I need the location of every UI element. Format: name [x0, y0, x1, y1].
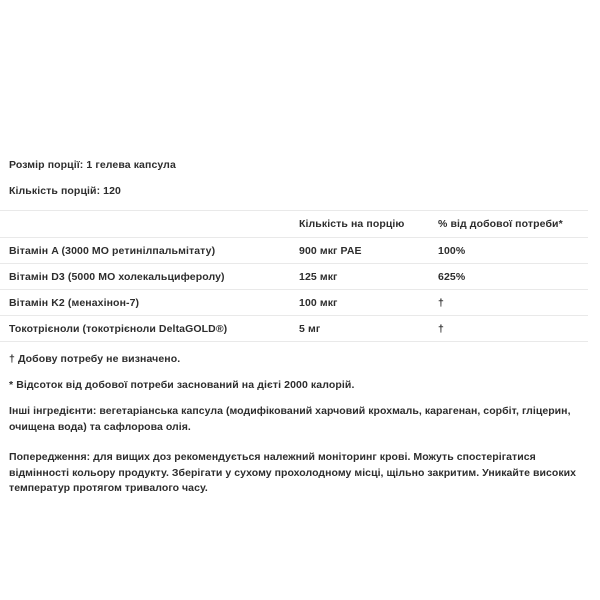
table-row	[0, 264, 588, 290]
footnote-asterisk: * Відсоток від добової потреби заснований на дієті 2000 калорій.	[9, 379, 355, 391]
table-header-row	[0, 211, 588, 238]
footnotes	[0, 352, 600, 392]
table-header	[0, 211, 588, 238]
servings-count-label: Кількість порцій:	[9, 185, 101, 197]
serving-size-line	[0, 158, 600, 172]
warning-paragraph: Попередження: для вищих доз рекомендується належний моніторинг крові. Можуть спостерігатися відмінності кольору продукту. Зберігати у сухому прохолодному місці, щільно закритим. Уникайте високих температур протягом тривалого часу.	[9, 451, 577, 494]
supplement-facts-table	[0, 210, 588, 342]
paragraph-block	[0, 404, 600, 497]
column-header-nutrient	[0, 211, 299, 238]
nutrient-daily-value: 625%	[438, 264, 588, 290]
column-header-amount-per-serving: Кількість на порцію	[299, 211, 438, 238]
nutrient-amount: 900 мкг PAE	[299, 238, 438, 264]
nutrient-amount: 5 мг	[299, 316, 438, 342]
nutrient-daily-value: †	[438, 290, 588, 316]
nutrient-name: Вітамін D3 (5000 МО холекальциферолу)	[0, 264, 299, 290]
nutrient-amount: 125 мкг	[299, 264, 438, 290]
table-row	[0, 290, 588, 316]
servings-per-container-line	[0, 184, 600, 198]
servings-count-value: 120	[103, 185, 121, 197]
serving-size-value: 1 гелева капсула	[86, 159, 176, 171]
nutrient-daily-value: 100%	[438, 238, 588, 264]
serving-size-label: Розмір порції:	[9, 159, 84, 171]
nutrient-name: Вітамін K2 (менахінон-7)	[0, 290, 299, 316]
nutrient-name: Токотрієноли (токотрієноли DeltaGOLD®)	[0, 316, 299, 342]
table-row	[0, 316, 588, 342]
other-ingredients-paragraph: Інші інгредієнти: вегетаріанська капсула (модифікований харчовий крохмаль, карагенан, сорбіт, гліцерин, очищена вода) та сафлорова олія.	[9, 405, 571, 433]
nutrient-name: Вітамін A (3000 МО ретинілпальмітату)	[0, 238, 299, 264]
footnote-dagger: † Добову потребу не визначено.	[9, 353, 181, 365]
table-row	[0, 238, 588, 264]
table-body	[0, 238, 588, 342]
nutrient-daily-value: †	[438, 316, 588, 342]
column-header-daily-value: % від добової потреби*	[438, 211, 588, 238]
nutrient-amount: 100 мкг	[299, 290, 438, 316]
